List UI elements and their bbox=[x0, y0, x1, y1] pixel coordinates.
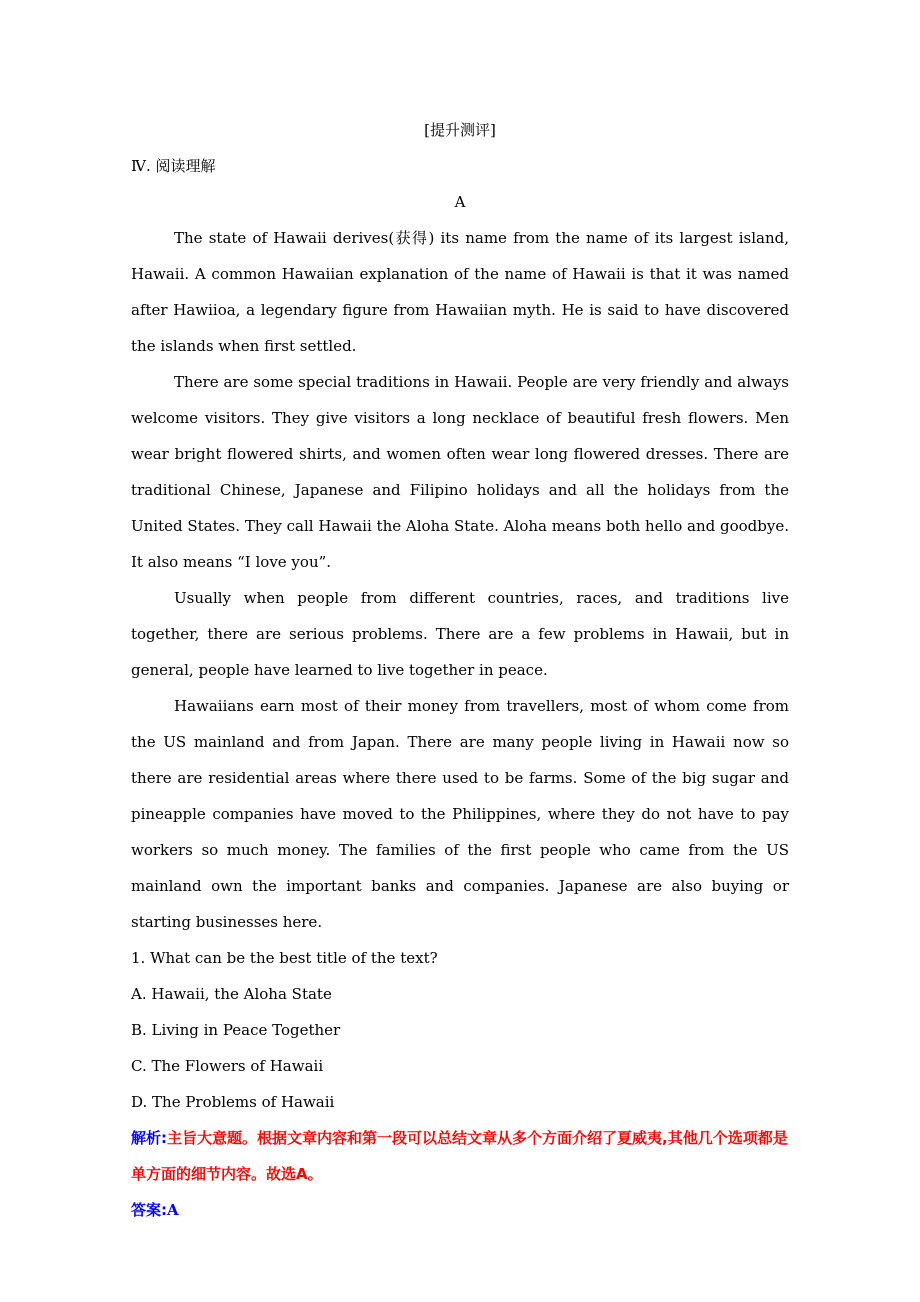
passage-label: A bbox=[454, 193, 466, 211]
analysis-label: 解析: bbox=[131, 1129, 167, 1147]
passage-paragraph-1: The state of Hawaii derives(获得) its name from the name of its largest island, Hawaii. A common Hawaiian explanation of the name of Hawaii is that it was named after Hawiioa, a legendary figure from Hawaiian myth. He is said to have discovered the islands when first settled. bbox=[131, 229, 789, 355]
passage-paragraph-4: Hawaiians earn most of their money from travellers, most of whom come from the US mainland and from Japan. There are many people living in Hawaii now so there are residential areas where there used to be farms. Some of the big sugar and pineapple companies have moved to the Philippines, where they do not have to pay workers so much money. The families of the first people who came from the US mainland own the important banks and companies. Japanese are also buying or starting businesses here. bbox=[131, 697, 789, 931]
part-label: Ⅳ. 阅读理解 bbox=[131, 157, 216, 175]
document-page bbox=[131, 112, 789, 1228]
option-a: A. Hawaii, the Aloha State bbox=[131, 985, 332, 1003]
passage-paragraph-2: There are some special traditions in Hawaii. People are very friendly and always welcome visitors. They give visitors a long necklace of beautiful fresh flowers. Men wear bright flowered shirts, and women often wear long flowered dresses. There are traditional Chinese, Japanese and Filipino holidays and all the holidays from the United States. They call Hawaii the Aloha State. Aloha means both hello and goodbye. It also means “I love you”. bbox=[131, 373, 789, 571]
option-c: C. The Flowers of Hawaii bbox=[131, 1057, 324, 1075]
analysis-text: 主旨大意题。根据文章内容和第一段可以总结文章从多个方面介绍了夏威夷,其他几个选项都是单方面的细节内容。故选A。 bbox=[131, 1129, 788, 1183]
analysis-block bbox=[131, 1120, 789, 1192]
passage-paragraph-3: Usually when people from different countries, races, and traditions live together, there are serious problems. There are a few problems in Hawaii, but in general, people have learned to live together in peace. bbox=[131, 589, 789, 679]
option-b: B. Living in Peace Together bbox=[131, 1021, 341, 1039]
answer-label: 答案: bbox=[131, 1201, 167, 1219]
section-heading: [提升测评] bbox=[424, 121, 496, 139]
option-d: D. The Problems of Hawaii bbox=[131, 1093, 335, 1111]
question-stem: 1. What can be the best title of the text? bbox=[131, 949, 438, 967]
answer-block bbox=[131, 1192, 789, 1228]
answer-value: A bbox=[167, 1201, 179, 1219]
